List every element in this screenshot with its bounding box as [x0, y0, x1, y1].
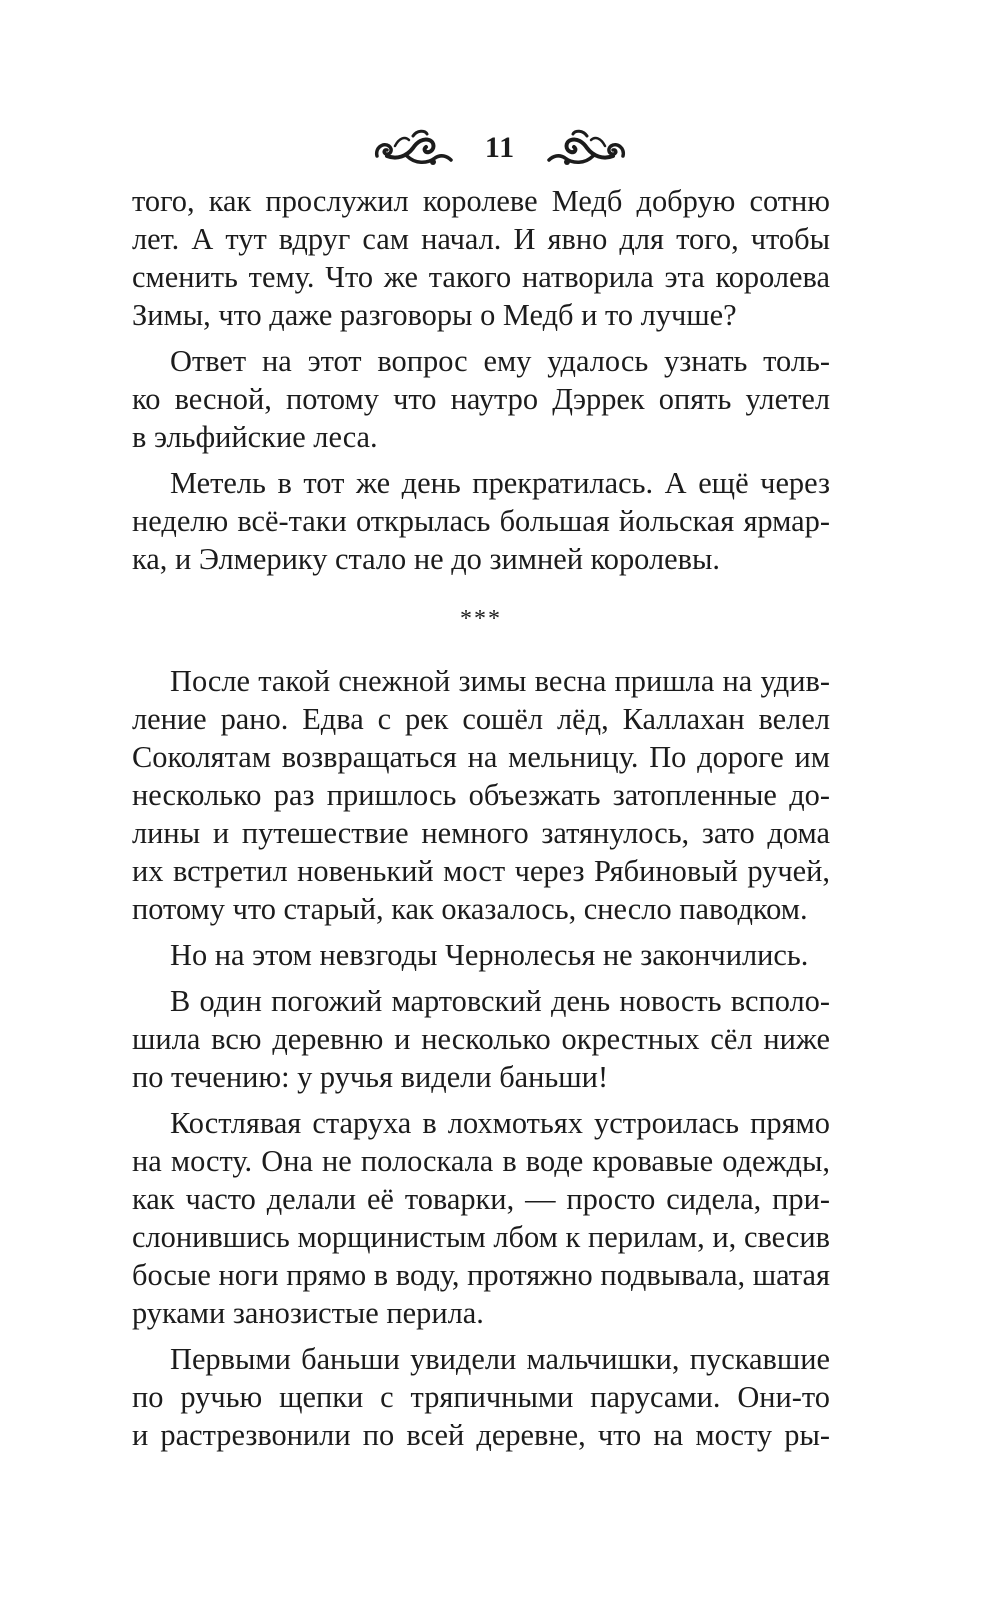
text-line: потому что старый, как оказалось, снесло паводком.	[132, 892, 808, 926]
paragraph	[132, 936, 830, 974]
text-line: несколько раз пришлось объезжать затопленные до-	[132, 778, 830, 812]
text-line: лет. А тут вдруг сам начал. И явно для того, чтобы	[132, 222, 830, 256]
text-line: сменить тему. Что же такого натворила эта королева	[132, 260, 830, 294]
text-line: руками занозистые перила.	[132, 1296, 484, 1330]
text-line: ка, и Элмерику стало не до зимней королевы.	[132, 542, 720, 576]
paragraph	[132, 342, 830, 456]
body-text	[132, 182, 830, 1454]
flourish-ornament-icon	[545, 126, 627, 170]
text-line: на мосту. Она не полоскала в воде кровавые одежды,	[132, 1144, 830, 1178]
text-line: и растрезвонили по всей деревне, что на мосту ры-	[132, 1418, 830, 1452]
text-line: Первыми баньши увидели мальчишки, пускавшие	[170, 1342, 830, 1376]
text-line: Соколятам возвращаться на мельницу. По дороге им	[132, 740, 830, 774]
text-line: их встретил новенький мост через Рябиновый ручей,	[132, 854, 830, 888]
text-line: Метель в тот же день прекратилась. А ещё через	[170, 466, 830, 500]
text-line: ко весной, потому что наутро Дэррек опять улетел	[132, 382, 830, 416]
text-line: Но на этом невзгоды Чернолесья не закончились.	[170, 938, 809, 972]
text-line: После такой снежной зимы весна пришла на удив-	[170, 664, 830, 698]
text-line: Костлявая старуха в лохмотьях устроилась прямо	[170, 1106, 830, 1140]
text-line: неделю всё-таки открылась большая йольская ярмар-	[132, 504, 830, 538]
text-line: слонившись морщинистым лбом к перилам, и, свесив	[132, 1220, 830, 1254]
text-line: того, как прослужил королеве Медб добрую сотню	[132, 184, 830, 218]
text-line: босые ноги прямо в воду, протяжно подвывала, шатая	[132, 1258, 830, 1292]
text-line: Зимы, что даже разговоры о Медб и то лучше?	[132, 298, 737, 332]
chapter-number: 11	[484, 131, 516, 164]
paragraph	[132, 662, 830, 928]
text-line: шила всю деревню и несколько окрестных сёл ниже	[132, 1022, 830, 1056]
paragraph	[132, 982, 830, 1096]
text-line: В один погожий мартовский день новость всполо-	[170, 984, 830, 1018]
text-line: Ответ на этот вопрос ему удалось узнать толь-	[170, 344, 830, 378]
text-line: лины и путешествие немного затянулось, зато дома	[132, 816, 830, 850]
separator-asterisks: ***	[460, 606, 502, 632]
paragraph	[132, 464, 830, 578]
paragraph	[132, 182, 830, 334]
section-separator	[132, 578, 830, 662]
text-line: как часто делали её товарки, — просто сидела, при-	[132, 1182, 830, 1216]
paragraph	[132, 1340, 830, 1454]
text-line: в эльфийские леса.	[132, 420, 378, 454]
text-line: ление рано. Едва с рек сошёл лёд, Каллахан велел	[132, 702, 830, 736]
paragraph	[132, 1104, 830, 1332]
text-line: по ручью щепки с тряпичными парусами. Они-то	[132, 1380, 830, 1414]
text-line: по течению: у ручья видели баньши!	[132, 1060, 609, 1094]
flourish-ornament-icon	[373, 126, 455, 170]
chapter-header	[0, 118, 1000, 178]
